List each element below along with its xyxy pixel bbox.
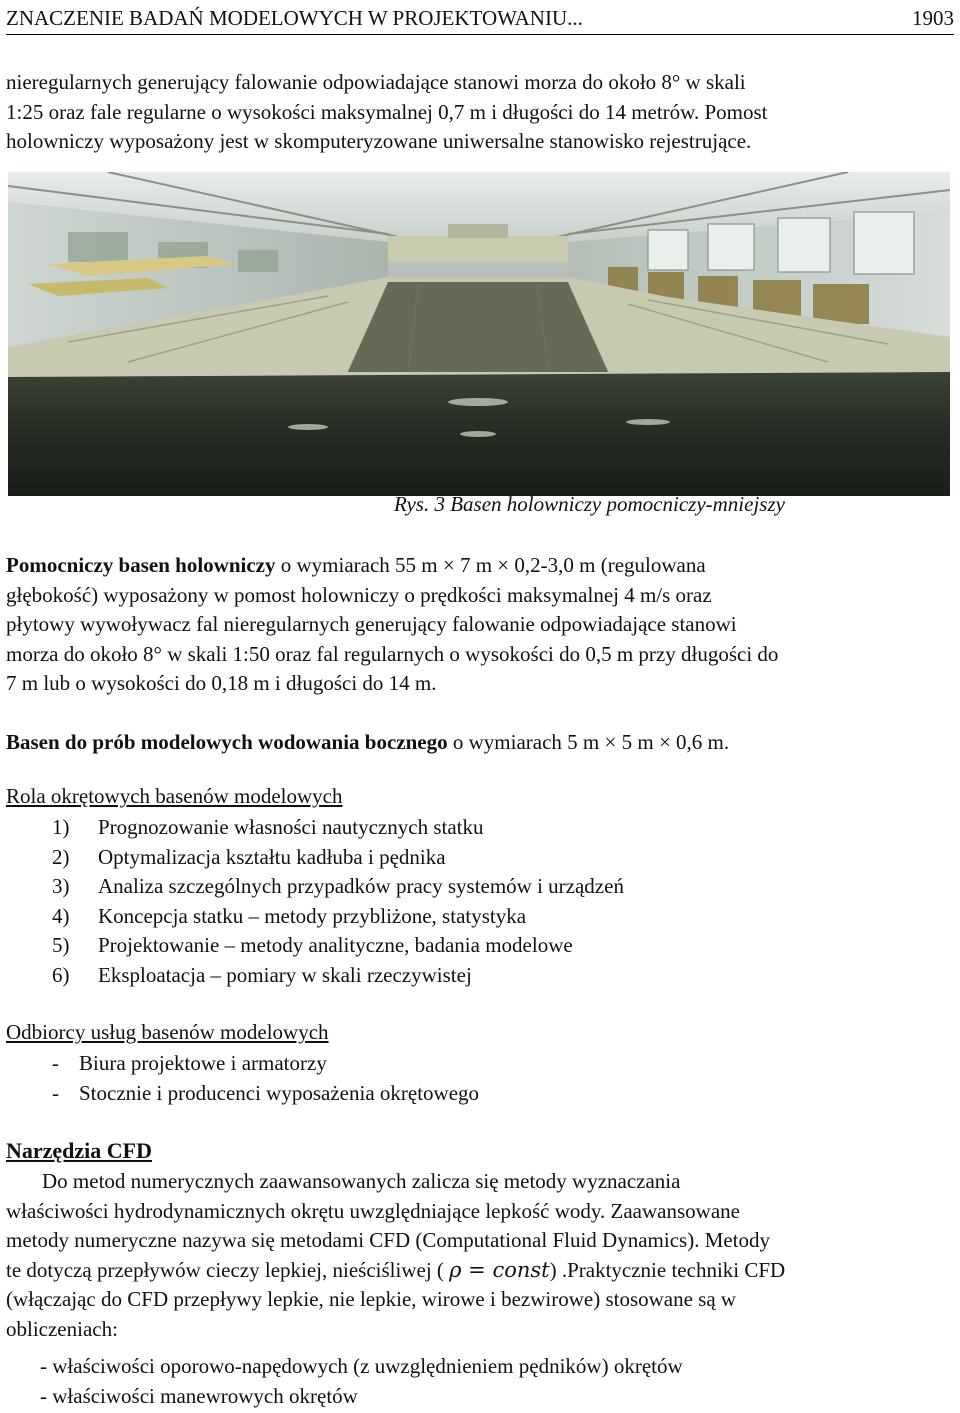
list-item (52, 961, 624, 991)
list-item: - Biura projektowe i armatorzy (52, 1051, 327, 1075)
header-title: ZNACZENIE BADAŃ MODELOWYCH W PROJEKTOWANIU... (6, 6, 583, 30)
aux-line: głębokość) wyposażony w pomost holowniczy o prędkości maksymalnej 4 m/s oraz (6, 582, 712, 607)
cfd-heading: Narzędzia CFD (6, 1138, 153, 1163)
running-header (6, 4, 954, 35)
cfd-applications-list (40, 1352, 683, 1411)
aux-line: płytowy wywoływacz fal nieregularnych generujący falowanie odpowiadające stanowi (6, 612, 737, 636)
aux-line: morza do około 8° w skali 1:50 oraz fal regularnych o wysokości do 0,5 m przy długości do (6, 641, 779, 666)
item-number: 2) (52, 844, 70, 869)
item-text: Optymalizacja kształtu kadłuba i pędnika (98, 844, 446, 869)
role-heading: Rola okrętowych basenów modelowych (6, 784, 343, 808)
item-number: 5) (52, 933, 70, 957)
list-item (52, 843, 624, 873)
role-list (52, 813, 624, 990)
item-text: Projektowanie – metody analityczne, badania modelowe (98, 933, 573, 957)
intro-line: 1:25 oraz fale regularne o wysokości maksymalnej 0,7 m i długości do 14 metrów. Pomost (6, 99, 768, 124)
cfd-line: (włączając do CFD przepływy lepkie, nie lepkie, wirowe i bezwirowe) stosowane są w (6, 1287, 737, 1311)
side-launch-dimensions: o wymiarach 5 m × 5 m × 0,6 m. (447, 730, 730, 754)
list-item: - właściwości manewrowych okrętów (40, 1383, 358, 1408)
list-item (52, 813, 624, 843)
figure-caption: Rys. 3 Basen holowniczy pomocniczy-mniejszy (394, 492, 785, 516)
side-launch-paragraph (6, 728, 956, 758)
item-text: Eksploatacja – pomiary w skali rzeczywistej (98, 962, 472, 987)
item-number: 3) (52, 874, 70, 898)
clients-list (52, 1049, 479, 1108)
cfd-line: Do metod numerycznych zaawansowanych zalicza się metody wyznaczania (42, 1169, 681, 1193)
list-item (52, 931, 624, 961)
list-item: - Stocznie i producenci wyposażenia okrętowego (52, 1080, 480, 1105)
cfd-line-pre: te dotyczą przepływów cieczy lepkiej, nieściśliwej ( (6, 1257, 450, 1282)
page-number: 1903 (912, 6, 954, 30)
item-text: Analiza szczególnych przypadków pracy systemów i urządzeń (98, 874, 624, 898)
item-number: 4) (52, 903, 70, 928)
intro-paragraph (6, 68, 956, 157)
list-item (52, 872, 624, 902)
towing-tank-illustration (8, 172, 950, 496)
cfd-line: metody numeryczne nazywa się metodami CFD (Computational Fluid Dynamics). Metody (6, 1228, 771, 1252)
aux-line-1 (6, 551, 956, 581)
cfd-line-post: ) .Praktycznie techniki CFD (549, 1257, 786, 1282)
list-item (52, 902, 624, 932)
aux-line: 7 m lub o wysokości do 0,18 m i długości do 14 m. (6, 671, 437, 695)
intro-line: nieregularnych generujący falowanie odpowiadające stanowi morza do około 8° w skali (6, 70, 746, 94)
side-launch-name: Basen do prób modelowych wodowania bocznego (6, 730, 448, 754)
intro-line: holowniczy wyposażony jest w skomputeryzowane uniwersalne stanowisko rejestrujące. (6, 129, 752, 153)
aux-basin-dimensions: o wymiarach 55 m × 7 m × 0,2-3,0 m (regulowana (275, 553, 706, 577)
item-number: 6) (52, 962, 70, 987)
aux-basin-name: Pomocniczy basen holowniczy (6, 553, 276, 577)
cfd-line: obliczeniach: (6, 1316, 118, 1341)
cfd-line: właściwości hydrodynamicznych okrętu uwzględniające lepkość wody. Zaawansowane (6, 1198, 740, 1223)
cfd-line-formula (6, 1256, 956, 1286)
item-text: Biura projektowe i armatorzy (79, 1051, 327, 1075)
item-number: 1) (52, 815, 70, 839)
auxiliary-basin-paragraph (6, 551, 956, 699)
item-text: Prognozowanie własności nautycznych statku (98, 815, 484, 839)
side-launch-line (6, 728, 956, 758)
density-formula: ρ = const (449, 1257, 550, 1282)
item-text: Stocznie i producenci wyposażenia okrętowego (79, 1080, 480, 1105)
clients-heading: Odbiorcy usług basenów modelowych (6, 1020, 329, 1044)
item-text: Koncepcja statku – metody przybliżone, statystyka (98, 903, 527, 928)
towing-tank-photo (8, 172, 950, 496)
cfd-paragraph (6, 1167, 956, 1344)
list-item: - właściwości oporowo-napędowych (z uwzględnieniem pędników) okrętów (40, 1354, 683, 1378)
